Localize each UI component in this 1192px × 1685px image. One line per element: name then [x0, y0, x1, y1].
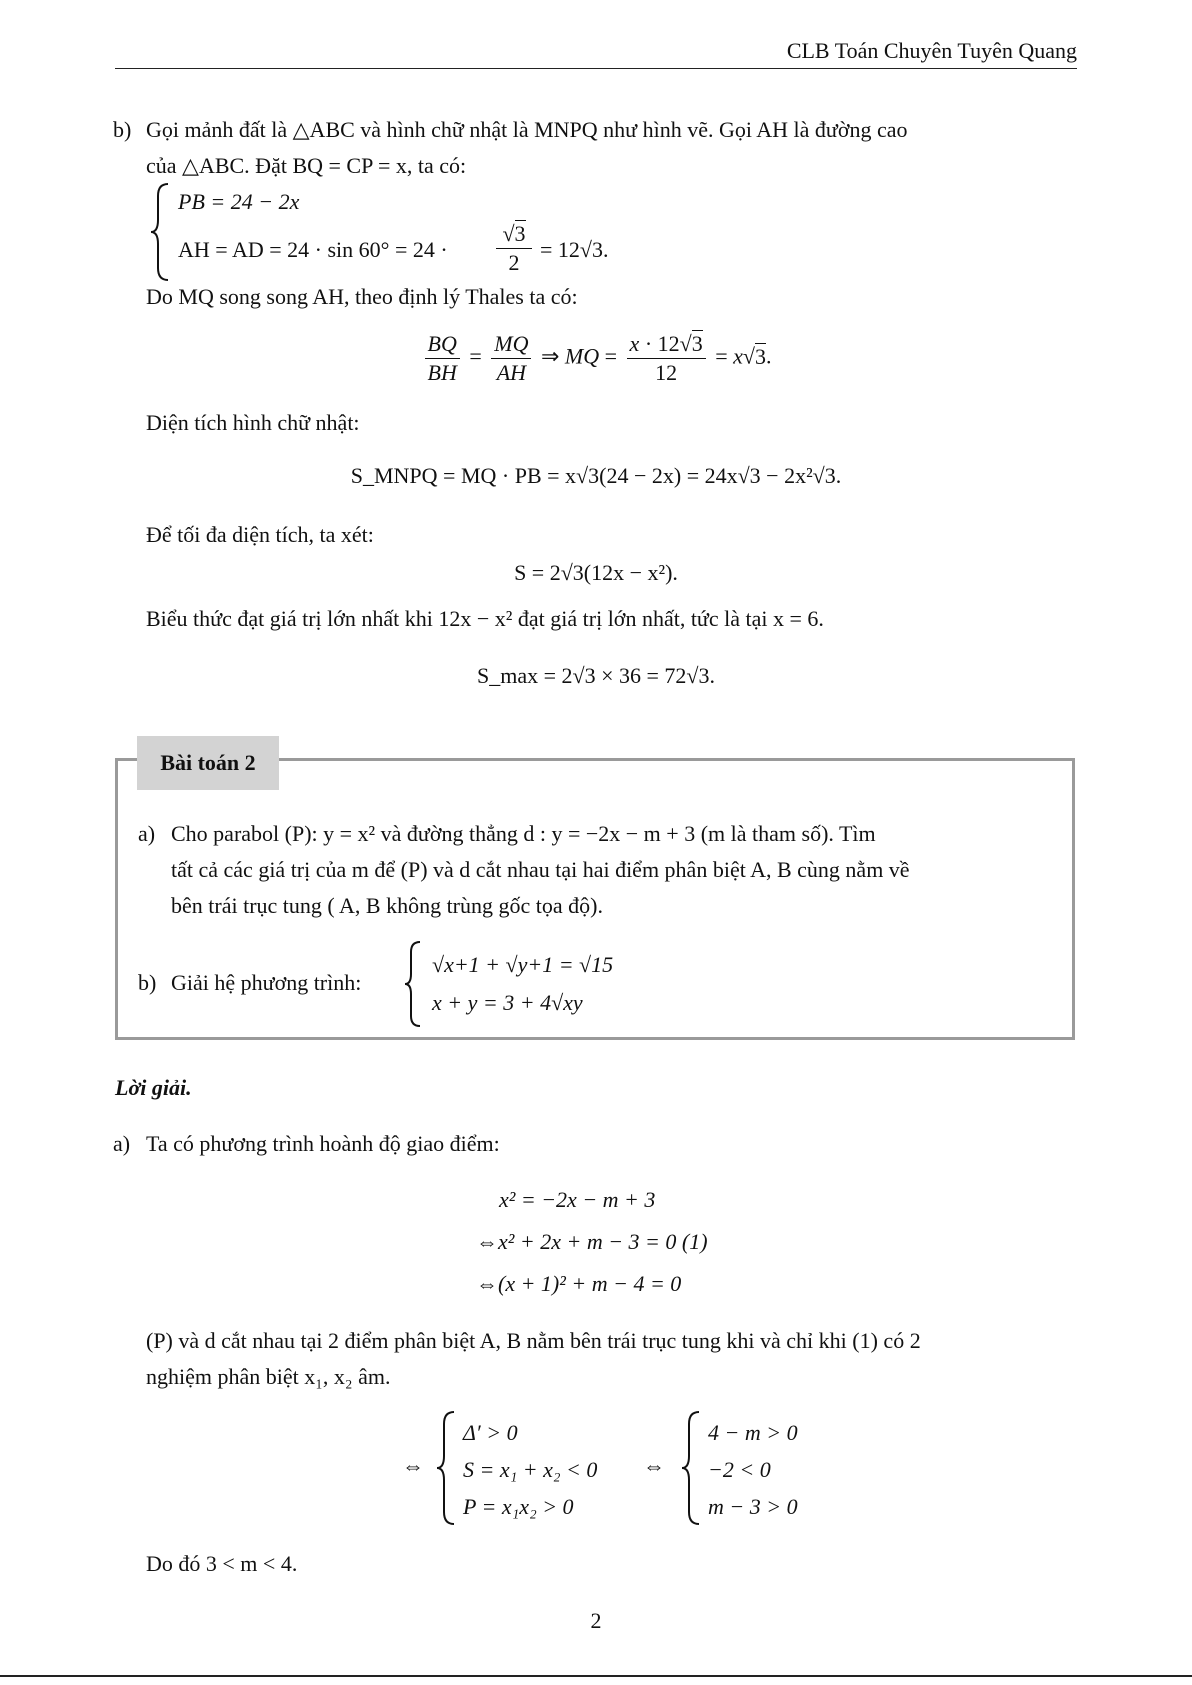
- area-label: Diện tích hình chữ nhật:: [146, 410, 360, 435]
- conclusion: Do đó 3 < m < 4.: [146, 1551, 298, 1576]
- problem-b-text: Giải hệ phương trình:: [171, 970, 362, 995]
- s-equation: S = 2√3(12x − x²).: [514, 560, 678, 585]
- problem-a-line2: tất cả các giá trị của m để (P) và d cắt nhau tại hai điểm phân biệt A, B cùng nằm về: [171, 857, 910, 882]
- sqrt3-over-2: √3 2: [496, 220, 532, 277]
- solution-eq2: ⇔x² + 2x + m − 3 = 0 (1): [476, 1229, 708, 1254]
- solution-heading: Lời giải.: [115, 1075, 192, 1100]
- thales-text: Do MQ song song AH, theo định lý Thales ta có:: [146, 284, 578, 309]
- system-eq1: PB = 24 − 2x: [178, 189, 300, 214]
- system-eq2a: AH = AD = 24 · sin 60° = 24 ·: [178, 237, 448, 262]
- max-text: Biểu thức đạt giá trị lớn nhất khi 12x − x² đạt giá trị lớn nhất, tức là tại x = 6.: [146, 606, 824, 631]
- problem-a-line1: Cho parabol (P): y = x² và đường thẳng d : y = −2x − m + 3 (m là tham số). Tìm: [171, 821, 876, 846]
- solution-a-label: a): [113, 1131, 131, 1156]
- max-label: Để tối đa diện tích, ta xét:: [146, 522, 374, 547]
- bottom-edge-line: [0, 1675, 1192, 1677]
- area-equation: S_MNPQ = MQ · PB = x√3(24 − 2x) = 24x√3 − 2x²√3.: [350, 463, 842, 488]
- condition-line2: nghiệm phân biệt x₁, x₂ âm.: [146, 1364, 391, 1389]
- right-system-brace: [679, 1410, 703, 1526]
- system-brace: [148, 182, 172, 282]
- problem-b-eq2: x + y = 3 + 4√xy: [432, 990, 583, 1015]
- right-system-row-2: −2 < 0: [708, 1457, 771, 1482]
- solution-eq3: ⇔(x + 1)² + m − 4 = 0: [476, 1271, 682, 1296]
- problem-title: Bài toán 2: [137, 736, 279, 790]
- problem-b-brace: [402, 940, 424, 1028]
- problem-a-line3: bên trái trục tung ( A, B không trùng gốc tọa độ).: [171, 893, 603, 918]
- left-system-row-3: P = x₁x₂ > 0: [463, 1494, 574, 1519]
- left-system-row-1: Δ′ > 0: [463, 1420, 518, 1445]
- problem-b-label: b): [138, 970, 157, 995]
- problem-b-eq1: √x+1 + √y+1 = √15: [432, 952, 614, 977]
- right-system-row-1: 4 − m > 0: [708, 1420, 798, 1445]
- problem-a-label: a): [138, 821, 156, 846]
- iff-symbol-2: ⇔: [643, 1453, 665, 1478]
- partb-intro-line1: Gọi mảnh đất là △ABC và hình chữ nhật là MNPQ như hình vẽ. Gọi AH là đường cao: [146, 117, 908, 142]
- iff-symbol-1: ⇔: [402, 1453, 424, 1478]
- partb-label: b): [113, 117, 132, 142]
- page-header: [115, 38, 1077, 69]
- page-number: 2: [590, 1608, 602, 1633]
- solution-eq1: x² = −2x − m + 3: [499, 1187, 656, 1212]
- smax-equation: S_max = 2√3 × 36 = 72√3.: [477, 663, 715, 688]
- thales-equation: $\frac{BQ}{BH}$ = $\frac{MQ}{AH}$ ⇒ MQ = $\frac{x \cdot 12√3}{12}$ = x√3.: [0, 330, 1192, 387]
- solution-a-intro: Ta có phương trình hoành độ giao điểm:: [146, 1131, 500, 1156]
- right-system-row-3: m − 3 > 0: [708, 1494, 798, 1519]
- header-title: CLB Toán Chuyên Tuyên Quang: [786, 38, 1077, 63]
- condition-line1: (P) và d cắt nhau tại 2 điểm phân biệt A, B nằm bên trái trục tung khi và chỉ khi (1) có 2: [146, 1328, 921, 1353]
- left-system-brace: [434, 1410, 458, 1526]
- partb-intro-line2: của △ABC. Đặt BQ = CP = x, ta có:: [146, 153, 467, 178]
- system-eq2b: = 12√3.: [540, 237, 609, 262]
- left-system-row-2: S = x₁ + x₂ < 0: [463, 1457, 598, 1482]
